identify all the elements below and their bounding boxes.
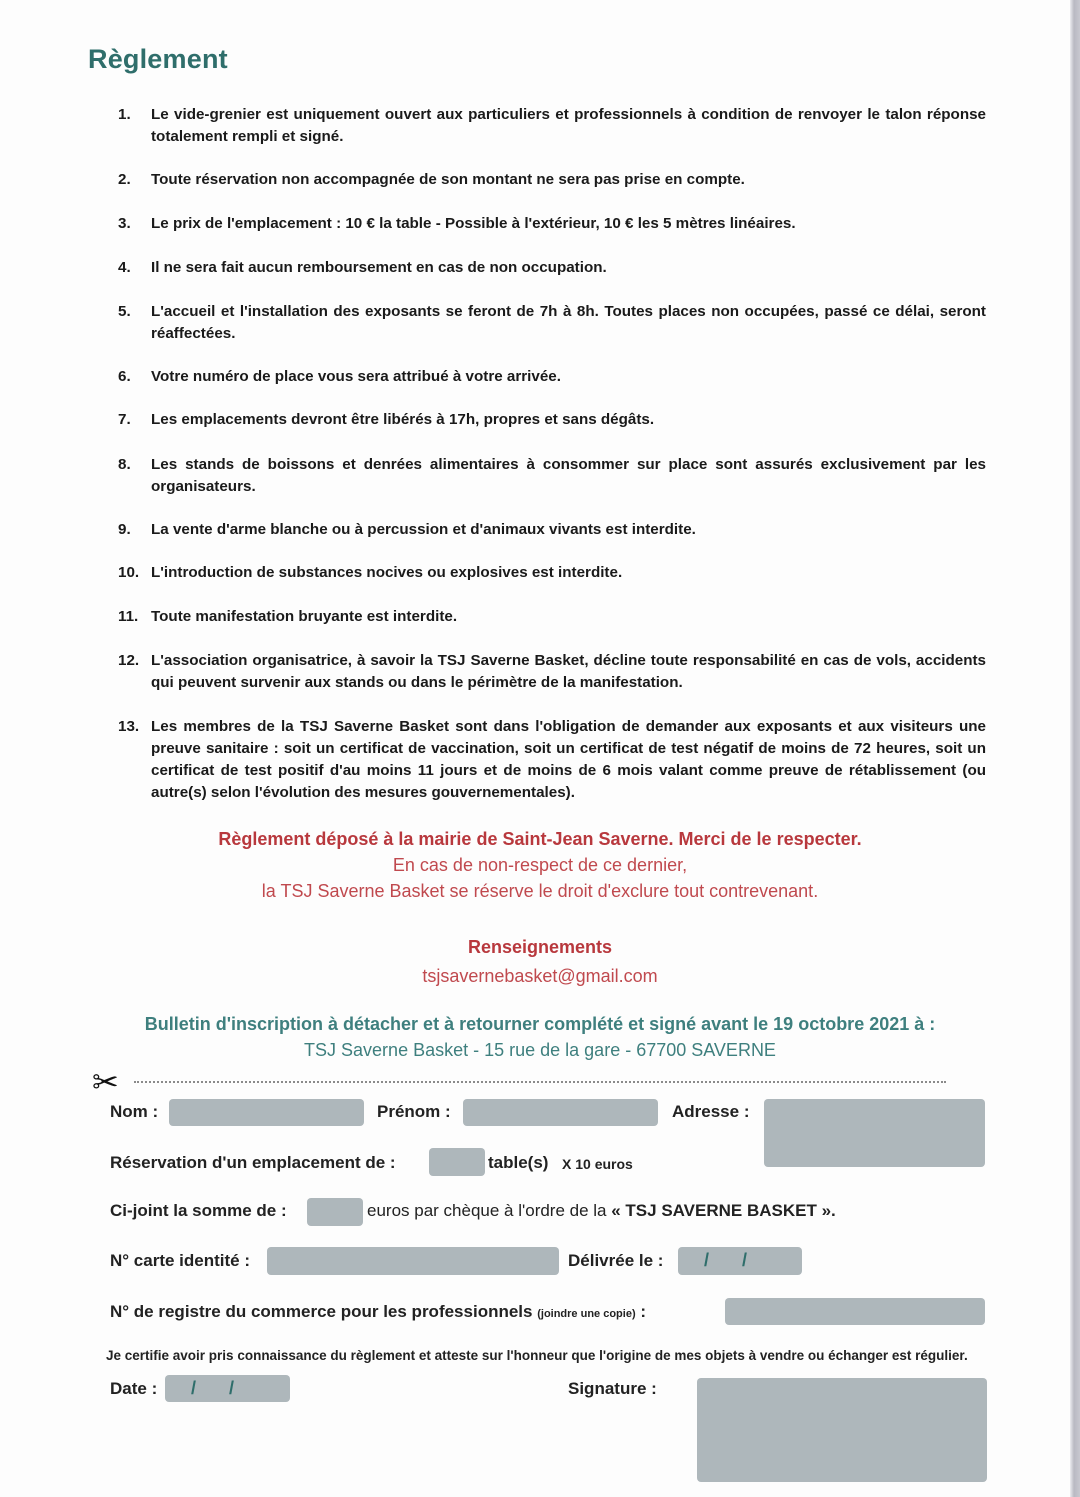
rule-item: 3. Le prix de l'emplacement : 10 € la table - Possible à l'extérieur, 10 € les 5 mètres linéaires. xyxy=(118,215,796,232)
notice-line-2: En cas de non-respect de ce dernier, xyxy=(392,855,688,875)
signature-field[interactable] xyxy=(697,1378,987,1482)
bulletin-address: TSJ Saverne Basket - 15 rue de la gare - 67700 SAVERNE xyxy=(304,1040,776,1060)
date-label: Date : xyxy=(110,1379,158,1398)
rule-item: 2. Toute réservation non accompagnée de son montant ne sera pas prise en compte. xyxy=(118,171,745,188)
rule-item: 4. Il ne sera fait aucun remboursement en cas de non occupation. xyxy=(118,259,607,276)
scissors-icon: ✂ xyxy=(92,1064,119,1100)
notice-line-3: la TSJ Saverne Basket se réserve le droit d'exclure tout contrevenant. xyxy=(261,881,819,901)
contact-heading: Renseignements xyxy=(467,937,613,957)
somme-label: Ci-joint la somme de : xyxy=(110,1201,287,1220)
date-field[interactable]: / / xyxy=(165,1375,290,1402)
tables-price: X 10 euros xyxy=(562,1156,633,1172)
registre-field[interactable] xyxy=(725,1298,985,1325)
rule-item: 6. Votre numéro de place vous sera attribué à votre arrivée. xyxy=(118,368,561,385)
cheque-text: euros par chèque à l'ordre de la « TSJ SAVERNE BASKET ». xyxy=(367,1201,836,1220)
rule-item: 1. Le vide-grenier est uniquement ouvert aux particuliers et professionnels à condition de renvoyer le talon réponse totalement rempli et signé. xyxy=(118,106,986,145)
rule-item: 10. L'introduction de substances nocives ou explosives est interdite. xyxy=(118,564,623,581)
rule-item: 9. La vente d'arme blanche ou à percussion et d'animaux vivants est interdite. xyxy=(118,521,696,538)
rule-item: 11. Toute manifestation bruyante est interdite. xyxy=(118,608,458,625)
page-edge xyxy=(1070,0,1080,1497)
delivree-label: Délivrée le : xyxy=(568,1251,664,1270)
tables-unit: table(s) xyxy=(488,1153,549,1172)
prenom-label: Prénom : xyxy=(377,1102,451,1121)
carte-field[interactable] xyxy=(267,1247,559,1275)
adresse-label: Adresse : xyxy=(672,1102,750,1121)
prenom-field[interactable] xyxy=(463,1099,658,1126)
signature-label: Signature : xyxy=(568,1379,657,1398)
cheque-payee: « TSJ SAVERNE BASKET ». xyxy=(611,1201,836,1220)
adresse-field[interactable] xyxy=(764,1099,985,1167)
cut-line xyxy=(134,1081,946,1083)
registre-label: N° de registre du commerce pour les professionnels (joindre une copie) : xyxy=(110,1302,647,1321)
certification-text: Je certifie avoir pris connaissance du règlement et atteste sur l'honneur que l'origine de mes objets à vendre ou échanger est régulier. xyxy=(106,1348,968,1363)
tables-field[interactable] xyxy=(429,1148,485,1176)
somme-field[interactable] xyxy=(307,1198,363,1226)
page-title: Règlement xyxy=(88,44,228,74)
delivree-field[interactable]: / / xyxy=(678,1247,802,1275)
nom-label: Nom : xyxy=(110,1102,159,1121)
notice-line-1: Règlement déposé à la mairie de Saint-Jean Saverne. Merci de le respecter. xyxy=(218,829,862,849)
rule-item: 12. L'association organisatrice, à savoir la TSJ Saverne Basket, décline toute responsabilité en cas de vols, accidents qui peuvent survenir aux stands ou dans le périmètre de la manifestation. xyxy=(118,652,986,691)
nom-field[interactable] xyxy=(169,1099,364,1126)
reservation-label: Réservation d'un emplacement de : xyxy=(110,1153,396,1172)
rule-item: 13. Les membres de la TSJ Saverne Basket sont dans l'obligation de demander aux exposants et aux visiteurs une preuve sanitaire : soit un certificat de vaccination, soit un certificat de test négatif de moins de 72 heures, soit un certificat de test positif d'au moins 11 jours et de moins de 6 mois valant comme preuve de rétablissement (ou autre(s) selon l'évolution des mesures gouvernementales). xyxy=(118,718,986,801)
rule-item: 8. Les stands de boissons et denrées alimentaires à consommer sur place sont assurés exclusivement par les organisateurs. xyxy=(118,456,986,495)
contact-email[interactable]: tsjsavernebasket@gmail.com xyxy=(422,966,658,986)
carte-label: N° carte identité : xyxy=(110,1251,250,1270)
rule-item: 5. L'accueil et l'installation des exposants se feront de 7h à 8h. Toutes places non occupées, passé ce délai, seront réaffectées. xyxy=(118,303,986,342)
bulletin-instructions: Bulletin d'inscription à détacher et à retourner complété et signé avant le 19 octobre 2021 à : xyxy=(144,1014,936,1034)
rule-item: 7. Les emplacements devront être libérés à 17h, propres et sans dégâts. xyxy=(118,411,655,428)
registre-note: (joindre une copie) xyxy=(537,1308,636,1320)
